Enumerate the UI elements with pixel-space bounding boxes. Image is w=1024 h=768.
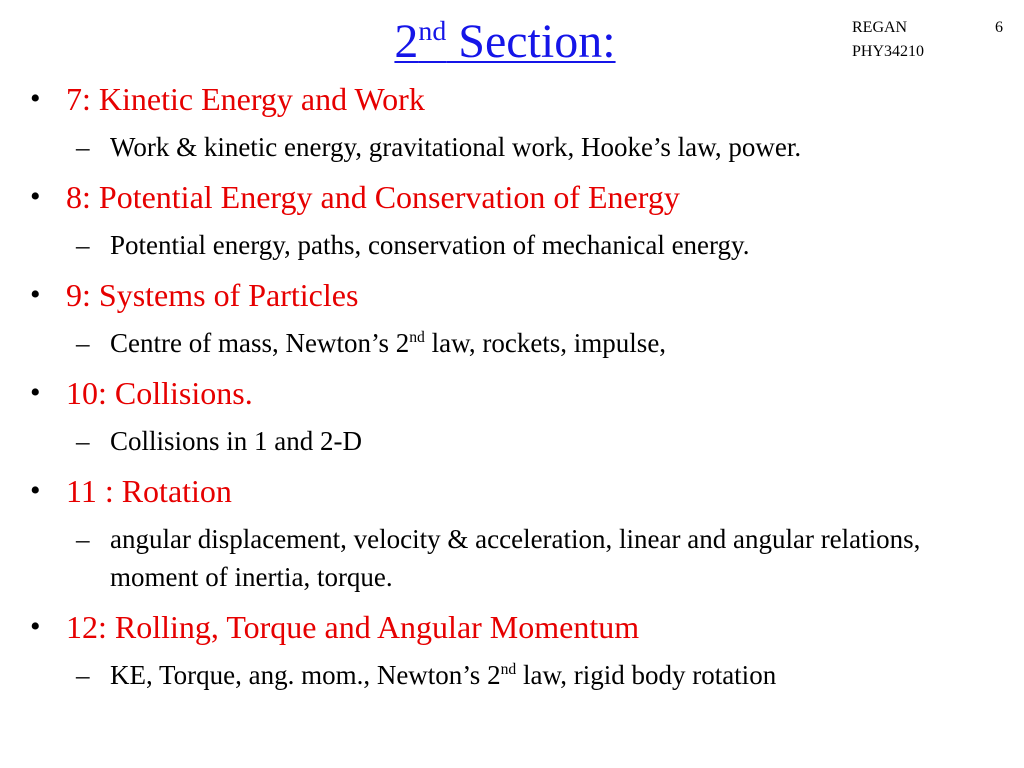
bullet-detail-8: – Potential energy, paths, conservation of mechanical energy. — [30, 226, 1010, 264]
bullet-heading-10: • 10: Collisions. — [30, 374, 1010, 412]
bullet-detail-9 — [30, 324, 1010, 362]
bullet-heading-11: • 11 : Rotation — [30, 472, 1010, 510]
detail-12-superscript: nd — [500, 661, 517, 678]
title-text: Section: — [446, 15, 616, 68]
bullet-detail-10: – Collisions in 1 and 2-D — [30, 422, 1010, 460]
bullet-detail-12 — [30, 656, 1010, 694]
header-author: REGAN — [852, 19, 908, 36]
title-number: 2 — [394, 15, 419, 68]
slide-header — [852, 16, 1003, 64]
bullet-heading-7: • 7: Kinetic Energy and Work — [30, 80, 1010, 118]
bullet-list — [30, 80, 1010, 694]
bullet-heading-9: • 9: Systems of Particles — [30, 276, 1010, 314]
detail-9-text-before: Centre of mass, Newton’s 2 — [110, 328, 410, 358]
bullet-heading-8: • 8: Potential Energy and Conservation of Energy — [30, 178, 1010, 216]
bullet-detail-11: – angular displacement, velocity & acceleration, linear and angular relations, moment of inertia, torque. — [30, 520, 930, 596]
bullet-heading-12: • 12: Rolling, Torque and Angular Momentum — [30, 608, 1010, 646]
header-course: PHY34210 — [852, 43, 925, 60]
title-superscript: nd — [418, 16, 447, 47]
bullet-detail-7: – Work & kinetic energy, gravitational work, Hooke’s law, power. — [30, 128, 1010, 166]
detail-12-text-after: law, rigid body rotation — [516, 660, 777, 690]
detail-9-text-after: law, rockets, impulse, — [424, 328, 667, 358]
slide-number: 6 — [995, 19, 1003, 36]
detail-12-text-before: KE, Torque, ang. mom., Newton’s 2 — [110, 660, 501, 690]
detail-9-superscript: nd — [409, 329, 425, 346]
